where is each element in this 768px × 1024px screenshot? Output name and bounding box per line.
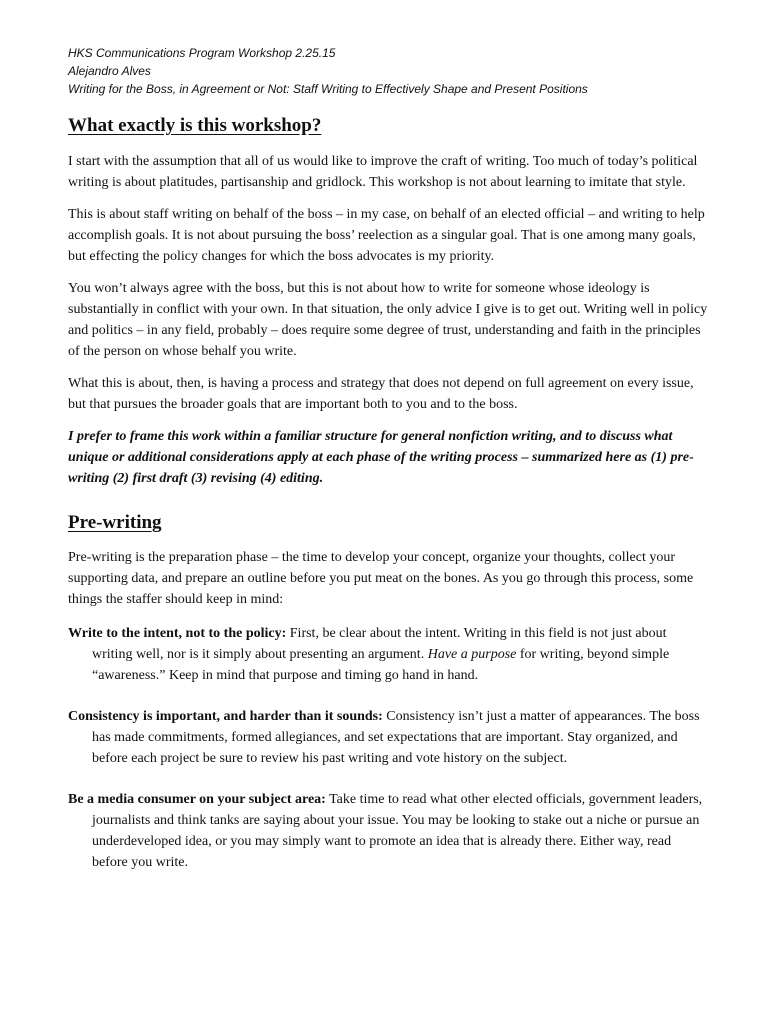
document-header [68,44,708,98]
tip-heading: Consistency is important, and harder than it sounds: [68,709,383,724]
paragraph-prewriting-intro: Pre-writing is the preparation phase – the time to develop your concept, organize your thoughts, collect your supporting data, and prepare an outline before you put meat on the bones. As you go through this process, some things the staffer should keep in mind: [68,550,694,607]
tip-consistency [68,706,708,769]
paragraph-process: What this is about, then, is having a process and strategy that does not depend on full agreement on every issue, but that pursues the broader goals that are important both to you and to the boss. [68,376,694,412]
tip-write-to-intent [68,623,708,686]
tip-body: for writing, beyond simple “awareness.” Keep in mind that purpose and timing go hand in hand. [92,647,670,683]
paragraph-framework-emphasis: I prefer to frame this work within a familiar structure for general nonfiction writing, and to discuss what unique or additional considerations apply at each phase of the writing process – summarized here as (1) pre-writing (2) first draft (3) revising (4) editing. [68,429,694,486]
section-title-workshop: What exactly is this workshop? [68,115,322,136]
paragraph-assumption: I start with the assumption that all of us would like to improve the craft of writing. Too much of today’s political writing is about platitudes, partisanship and gridlock. This workshop is not about learning to imitate that style. [68,154,698,190]
header-subtitle-line: Writing for the Boss, in Agreement or Not: Staff Writing to Effectively Shape and Present Positions [68,82,588,96]
tip-heading: Write to the intent, not to the policy: [68,626,287,641]
paragraph-staff-writing: This is about staff writing on behalf of the boss – in my case, on behalf of an elected official – and writing to help accomplish goals. It is not about pursuing the boss’ reelection as a singular goal. That is one among many goals, but effecting the policy changes for which the boss advocates is my priority. [68,207,705,264]
tip-body: Take time to read what other elected officials, government leaders, journalists and think tanks are saying about your issue. You may be looking to stake out a niche or pursue an underdeveloped idea, or you may simply want to promote an idea that is already there. Either way, read before you write. [92,792,703,870]
paragraph-agreement: You won’t always agree with the boss, but this is not about how to write for someone whose ideology is substantially in conflict with your own. In that situation, the only advice I give is to get out. Writing well in policy and politics – in any field, probably – does require some degree of trust, understanding and faith in the principles of the person on whose behalf you write. [68,281,708,359]
tip-heading: Be a media consumer on your subject area: [68,792,326,807]
document-page [68,44,708,873]
header-author-line: Alejandro Alves [68,64,151,78]
header-program-line: HKS Communications Program Workshop 2.25.15 [68,46,336,60]
tip-body: First, be clear about the intent. Writing in this field is not just about writing well, nor is it simply about presenting an argument. [92,626,667,662]
tip-body-emphasis: Have a purpose [427,647,517,662]
section-title-prewriting: Pre-writing [68,512,162,533]
tip-body: Consistency isn’t just a matter of appearances. The boss has made commitments, formed allegiances, and set expectations that are important. Stay organized, and before each project be sure to review his past writing and vote history on the subject. [92,709,700,766]
tip-media-consumer [68,789,708,873]
